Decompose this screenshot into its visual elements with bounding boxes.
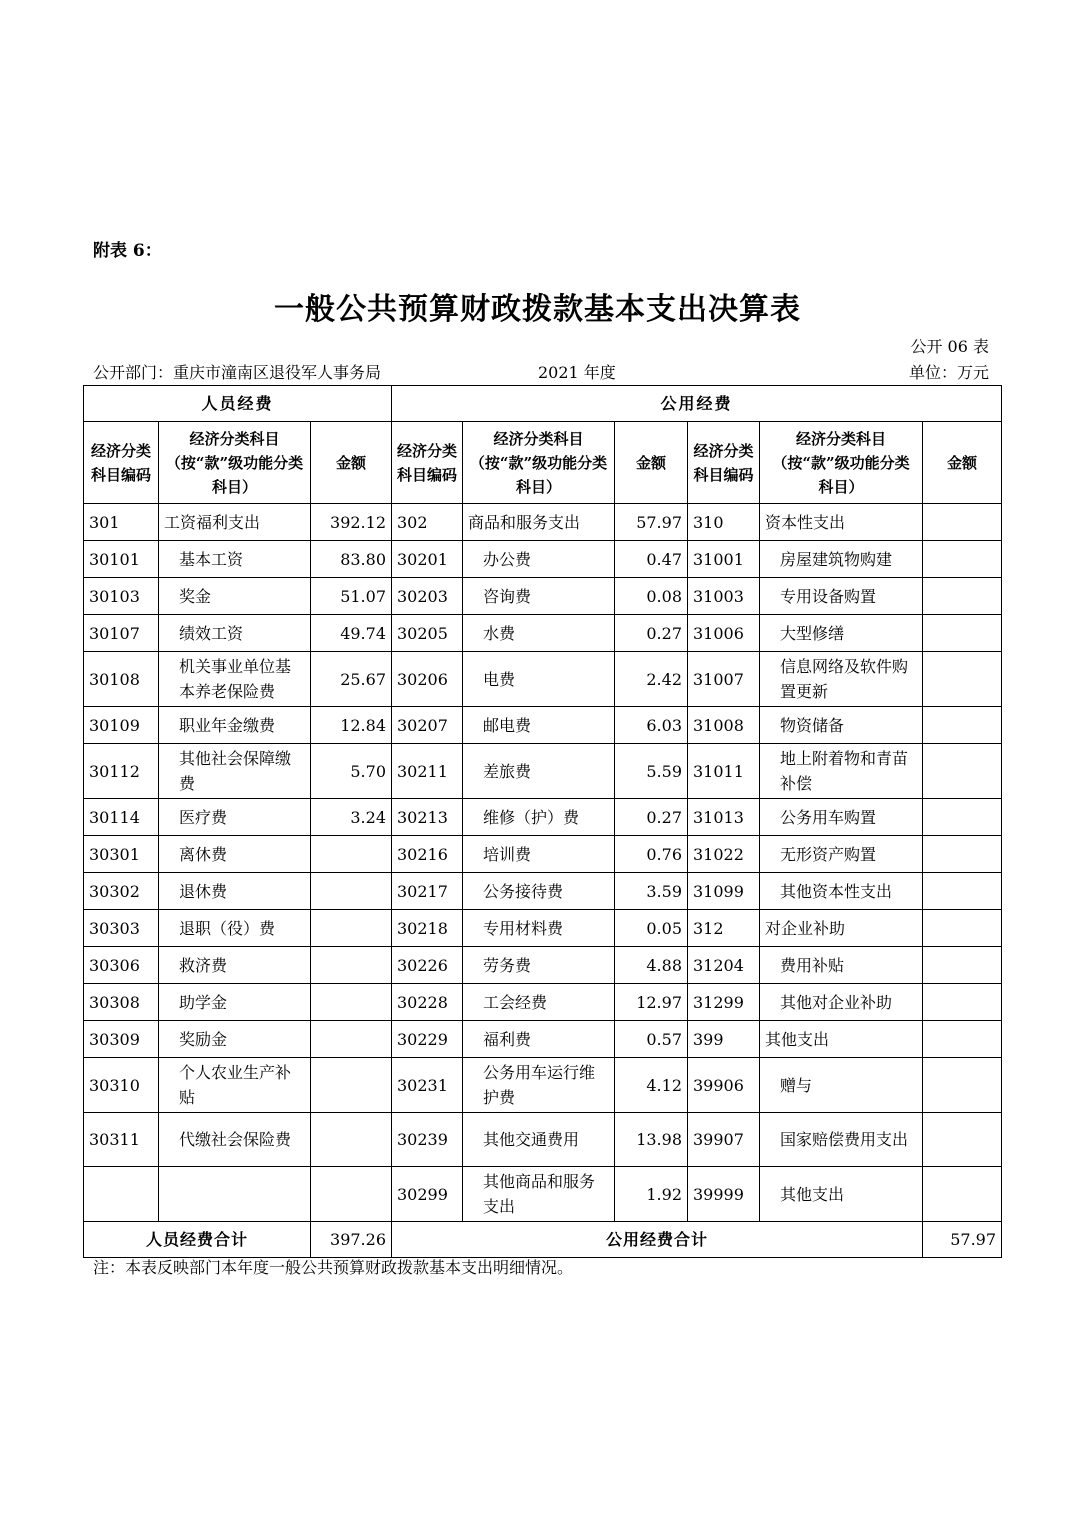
goods-name-cell: 培训费	[463, 836, 615, 873]
personnel-name-cell: 其他社会保障缴费	[159, 744, 311, 799]
table-row	[84, 836, 1002, 873]
goods-name-cell: 邮电费	[463, 707, 615, 744]
personnel-code-cell: 30309	[84, 1021, 159, 1058]
capital-amount-cell	[923, 652, 1002, 707]
capital-name-cell: 费用补贴	[760, 947, 923, 984]
table-row	[84, 541, 1002, 578]
capital-name-cell: 赠与	[760, 1058, 923, 1113]
goods-name-cell: 其他交通费用	[463, 1113, 615, 1167]
personnel-amount-cell: 392.12	[311, 504, 392, 541]
personnel-total-amount: 397.26	[311, 1222, 392, 1258]
header-name: 经济分类科目（按“款”级功能分类科目）	[159, 422, 311, 504]
personnel-amount-cell	[311, 873, 392, 910]
capital-amount-cell	[923, 1167, 1002, 1222]
personnel-amount-cell: 49.74	[311, 615, 392, 652]
capital-amount-cell	[923, 910, 1002, 947]
personnel-name-cell: 退休费	[159, 873, 311, 910]
capital-name-cell: 其他支出	[760, 1021, 923, 1058]
header-amount: 金额	[311, 422, 392, 504]
goods-name-cell: 专用材料费	[463, 910, 615, 947]
personnel-amount-cell	[311, 1021, 392, 1058]
capital-code-cell: 31003	[688, 578, 760, 615]
goods-code-cell: 30213	[392, 799, 463, 836]
personnel-code-cell: 30301	[84, 836, 159, 873]
capital-code-cell: 31001	[688, 541, 760, 578]
goods-code-cell: 30229	[392, 1021, 463, 1058]
goods-amount-cell: 12.97	[615, 984, 688, 1021]
personnel-amount-cell	[311, 836, 392, 873]
capital-amount-cell	[923, 744, 1002, 799]
public-total-label: 公用经费合计	[392, 1222, 923, 1258]
goods-code-cell: 30211	[392, 744, 463, 799]
capital-code-cell: 31022	[688, 836, 760, 873]
personnel-name-cell: 离休费	[159, 836, 311, 873]
personnel-code-cell: 30306	[84, 947, 159, 984]
goods-amount-cell: 0.27	[615, 615, 688, 652]
capital-code-cell: 31006	[688, 615, 760, 652]
personnel-name-cell: 绩效工资	[159, 615, 311, 652]
capital-amount-cell	[923, 1058, 1002, 1113]
personnel-code-cell: 30311	[84, 1113, 159, 1167]
personnel-total-label: 人员经费合计	[84, 1222, 311, 1258]
table-row	[84, 578, 1002, 615]
goods-name-cell: 福利费	[463, 1021, 615, 1058]
header-name: 经济分类科目（按“款”级功能分类科目）	[463, 422, 615, 504]
capital-amount-cell	[923, 707, 1002, 744]
personnel-amount-cell: 12.84	[311, 707, 392, 744]
goods-amount-cell: 4.12	[615, 1058, 688, 1113]
goods-amount-cell: 1.92	[615, 1167, 688, 1222]
capital-name-cell: 信息网络及软件购置更新	[760, 652, 923, 707]
table-row	[84, 947, 1002, 984]
capital-amount-cell	[923, 615, 1002, 652]
goods-name-cell: 劳务费	[463, 947, 615, 984]
personnel-code-cell: 30109	[84, 707, 159, 744]
goods-amount-cell: 0.76	[615, 836, 688, 873]
personnel-name-cell: 医疗费	[159, 799, 311, 836]
goods-code-cell: 30216	[392, 836, 463, 873]
personnel-amount-cell: 51.07	[311, 578, 392, 615]
goods-name-cell: 咨询费	[463, 578, 615, 615]
capital-amount-cell	[923, 984, 1002, 1021]
goods-name-cell: 商品和服务支出	[463, 504, 615, 541]
capital-amount-cell	[923, 541, 1002, 578]
table-row	[84, 615, 1002, 652]
goods-name-cell: 其他商品和服务支出	[463, 1167, 615, 1222]
header-code: 经济分类科目编码	[84, 422, 159, 504]
goods-code-cell: 30205	[392, 615, 463, 652]
capital-code-cell: 31011	[688, 744, 760, 799]
personnel-name-cell: 奖励金	[159, 1021, 311, 1058]
section-header-row	[84, 386, 1002, 422]
personnel-amount-cell: 25.67	[311, 652, 392, 707]
personnel-amount-cell	[311, 910, 392, 947]
personnel-name-cell: 工资福利支出	[159, 504, 311, 541]
header-amount: 金额	[615, 422, 688, 504]
capital-amount-cell	[923, 1021, 1002, 1058]
personnel-code-cell: 30114	[84, 799, 159, 836]
capital-name-cell: 其他对企业补助	[760, 984, 923, 1021]
goods-amount-cell: 0.27	[615, 799, 688, 836]
capital-code-cell: 310	[688, 504, 760, 541]
goods-code-cell: 30228	[392, 984, 463, 1021]
capital-name-cell: 资本性支出	[760, 504, 923, 541]
capital-name-cell: 其他资本性支出	[760, 873, 923, 910]
capital-amount-cell	[923, 578, 1002, 615]
capital-amount-cell	[923, 1113, 1002, 1167]
table-row	[84, 1058, 1002, 1113]
table-row	[84, 1113, 1002, 1167]
personnel-code-cell: 30107	[84, 615, 159, 652]
capital-amount-cell	[923, 873, 1002, 910]
personnel-amount-cell	[311, 984, 392, 1021]
personnel-amount-cell: 83.80	[311, 541, 392, 578]
goods-amount-cell: 0.47	[615, 541, 688, 578]
capital-code-cell: 31204	[688, 947, 760, 984]
personnel-amount-cell	[311, 1167, 392, 1222]
page-title: 一般公共预算财政拨款基本支出决算表	[274, 292, 801, 327]
goods-amount-cell: 0.57	[615, 1021, 688, 1058]
goods-name-cell: 办公费	[463, 541, 615, 578]
personnel-name-cell: 基本工资	[159, 541, 311, 578]
personnel-code-cell: 301	[84, 504, 159, 541]
personnel-name-cell	[159, 1167, 311, 1222]
personnel-code-cell	[84, 1167, 159, 1222]
personnel-name-cell: 职业年金缴费	[159, 707, 311, 744]
table-note: 注：本表反映部门本年度一般公共预算财政拨款基本支出明细情况。	[93, 1258, 574, 1277]
goods-name-cell: 公务接待费	[463, 873, 615, 910]
capital-amount-cell	[923, 836, 1002, 873]
personnel-code-cell: 30308	[84, 984, 159, 1021]
table-row	[84, 984, 1002, 1021]
capital-code-cell: 31013	[688, 799, 760, 836]
capital-code-cell: 31007	[688, 652, 760, 707]
capital-name-cell: 其他支出	[760, 1167, 923, 1222]
goods-name-cell: 维修（护）费	[463, 799, 615, 836]
capital-code-cell: 31099	[688, 873, 760, 910]
personnel-code-cell: 30108	[84, 652, 159, 707]
personnel-name-cell: 奖金	[159, 578, 311, 615]
personnel-name-cell: 个人农业生产补贴	[159, 1058, 311, 1113]
unit-label: 单位：万元	[908, 363, 989, 382]
goods-amount-cell: 5.59	[615, 744, 688, 799]
capital-name-cell: 公务用车购置	[760, 799, 923, 836]
meta-line	[93, 360, 989, 382]
personnel-amount-cell	[311, 1113, 392, 1167]
capital-name-cell: 对企业补助	[760, 910, 923, 947]
personnel-amount-cell: 3.24	[311, 799, 392, 836]
goods-code-cell: 30226	[392, 947, 463, 984]
goods-name-cell: 水费	[463, 615, 615, 652]
goods-code-cell: 302	[392, 504, 463, 541]
department-label: 公开部门：重庆市潼南区退役军人事务局	[93, 363, 382, 382]
goods-code-cell: 30217	[392, 873, 463, 910]
personnel-name-cell: 机关事业单位基本养老保险费	[159, 652, 311, 707]
personnel-code-cell: 30302	[84, 873, 159, 910]
table-row	[84, 707, 1002, 744]
table-row	[84, 1021, 1002, 1058]
personnel-code-cell: 30103	[84, 578, 159, 615]
budget-table	[83, 385, 1002, 1258]
capital-name-cell: 专用设备购置	[760, 578, 923, 615]
goods-code-cell: 30231	[392, 1058, 463, 1113]
capital-name-cell: 国家赔偿费用支出	[760, 1113, 923, 1167]
personnel-name-cell: 退职（役）费	[159, 910, 311, 947]
capital-name-cell: 地上附着物和青苗补偿	[760, 744, 923, 799]
goods-code-cell: 30203	[392, 578, 463, 615]
capital-amount-cell	[923, 504, 1002, 541]
goods-code-cell: 30201	[392, 541, 463, 578]
table-row	[84, 504, 1002, 541]
personnel-code-cell: 30101	[84, 541, 159, 578]
capital-amount-cell	[923, 947, 1002, 984]
capital-name-cell: 房屋建筑物购建	[760, 541, 923, 578]
totals-row	[84, 1222, 1002, 1258]
attachment-label: 附表 6：	[93, 241, 162, 261]
section-public: 公用经费	[392, 386, 1002, 422]
personnel-name-cell: 代缴社会保险费	[159, 1113, 311, 1167]
table-row	[84, 910, 1002, 947]
header-name: 经济分类科目（按“款”级功能分类科目）	[760, 422, 923, 504]
capital-name-cell: 大型修缮	[760, 615, 923, 652]
capital-code-cell: 31008	[688, 707, 760, 744]
column-header-row	[84, 422, 1002, 504]
table-row	[84, 799, 1002, 836]
goods-amount-cell: 57.97	[615, 504, 688, 541]
header-code: 经济分类科目编码	[688, 422, 760, 504]
personnel-code-cell: 30310	[84, 1058, 159, 1113]
table-row	[84, 744, 1002, 799]
section-personnel: 人员经费	[84, 386, 392, 422]
goods-amount-cell: 13.98	[615, 1113, 688, 1167]
header-code: 经济分类科目编码	[392, 422, 463, 504]
personnel-amount-cell	[311, 947, 392, 984]
capital-name-cell: 物资储备	[760, 707, 923, 744]
table-row	[84, 1167, 1002, 1222]
personnel-name-cell: 助学金	[159, 984, 311, 1021]
table-row	[84, 652, 1002, 707]
goods-amount-cell: 0.08	[615, 578, 688, 615]
fiscal-year: 2021 年度	[538, 363, 616, 382]
goods-amount-cell: 4.88	[615, 947, 688, 984]
goods-name-cell: 公务用车运行维护费	[463, 1058, 615, 1113]
capital-code-cell: 31299	[688, 984, 760, 1021]
capital-code-cell: 312	[688, 910, 760, 947]
goods-code-cell: 30207	[392, 707, 463, 744]
goods-amount-cell: 3.59	[615, 873, 688, 910]
goods-name-cell: 差旅费	[463, 744, 615, 799]
capital-code-cell: 399	[688, 1021, 760, 1058]
personnel-amount-cell: 5.70	[311, 744, 392, 799]
goods-name-cell: 电费	[463, 652, 615, 707]
goods-code-cell: 30299	[392, 1167, 463, 1222]
goods-code-cell: 30218	[392, 910, 463, 947]
personnel-code-cell: 30303	[84, 910, 159, 947]
capital-code-cell: 39906	[688, 1058, 760, 1113]
goods-code-cell: 30206	[392, 652, 463, 707]
goods-amount-cell: 2.42	[615, 652, 688, 707]
header-amount: 金额	[923, 422, 1002, 504]
public-total-amount: 57.97	[923, 1222, 1002, 1258]
table-row	[84, 873, 1002, 910]
personnel-amount-cell	[311, 1058, 392, 1113]
form-number: 公开 06 表	[910, 337, 989, 356]
goods-amount-cell: 0.05	[615, 910, 688, 947]
goods-code-cell: 30239	[392, 1113, 463, 1167]
capital-code-cell: 39999	[688, 1167, 760, 1222]
personnel-name-cell: 救济费	[159, 947, 311, 984]
goods-amount-cell: 6.03	[615, 707, 688, 744]
capital-name-cell: 无形资产购置	[760, 836, 923, 873]
goods-name-cell: 工会经费	[463, 984, 615, 1021]
personnel-code-cell: 30112	[84, 744, 159, 799]
capital-code-cell: 39907	[688, 1113, 760, 1167]
capital-amount-cell	[923, 799, 1002, 836]
